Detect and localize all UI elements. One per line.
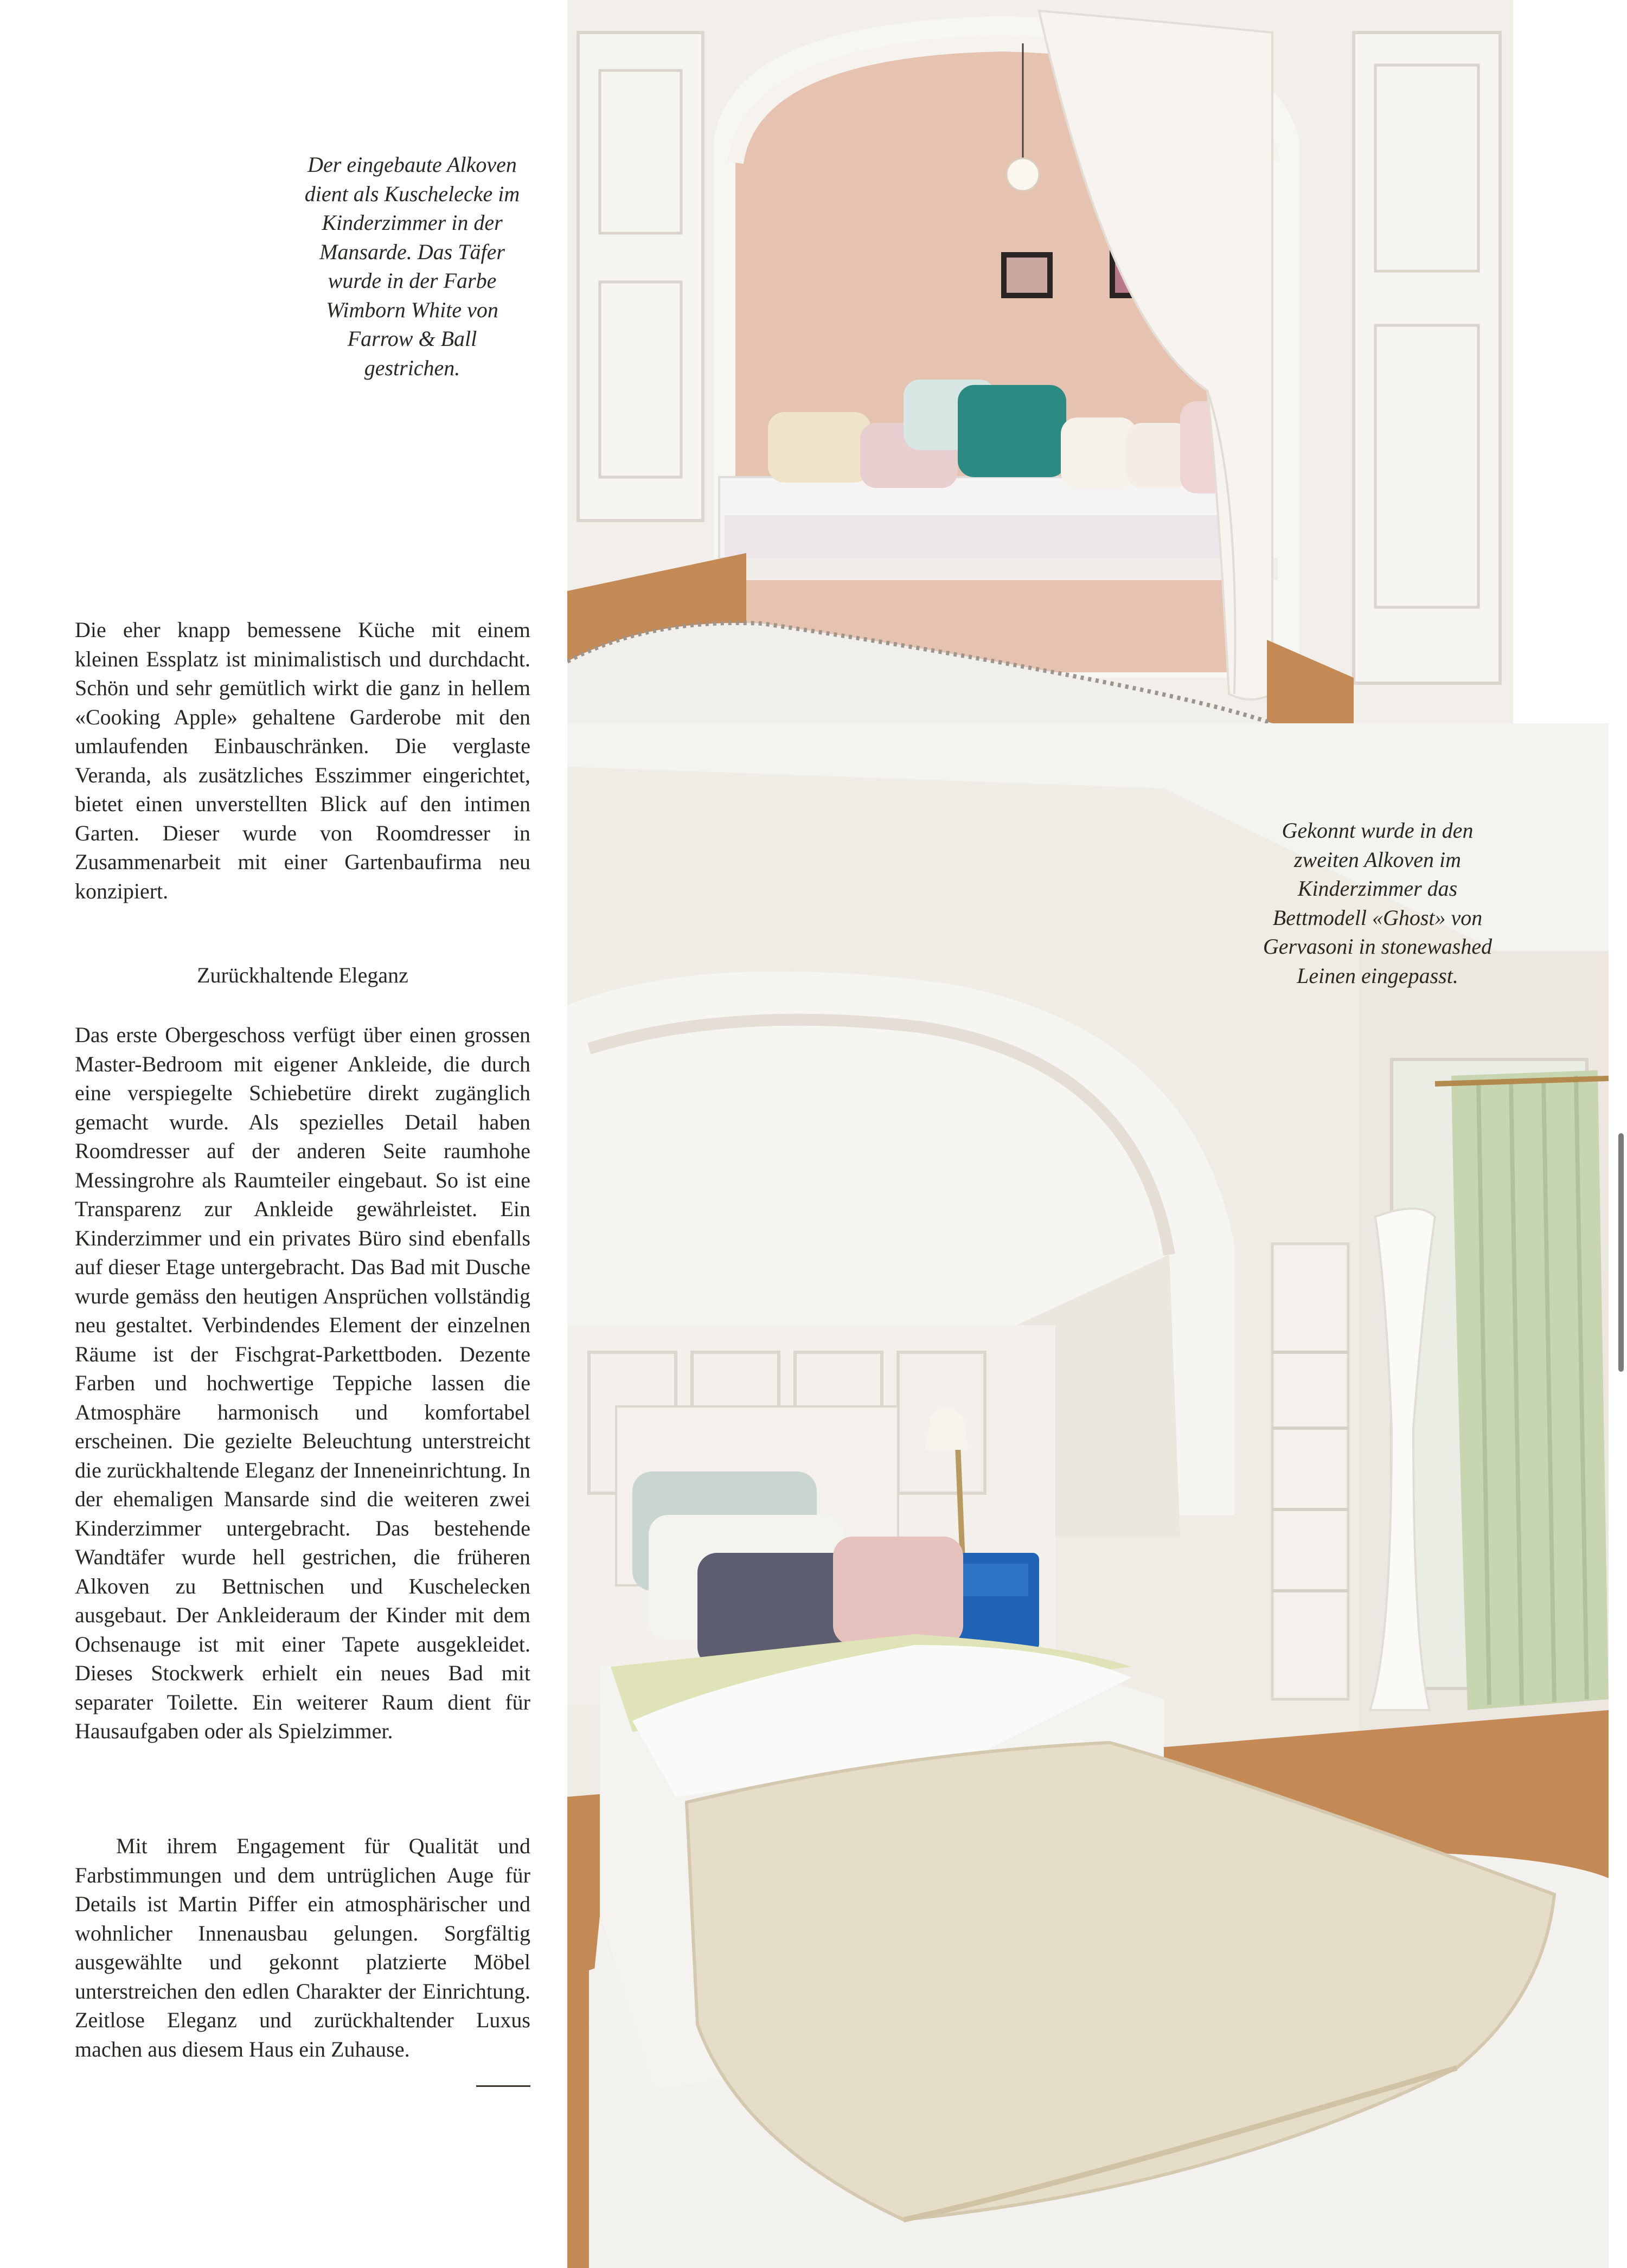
caption-line: Mansarde. Das Täfer xyxy=(319,239,505,264)
caption-alcove xyxy=(260,150,564,382)
article-paragraph xyxy=(75,1832,530,2064)
caption-line: Gekonnt wurde in den xyxy=(1282,818,1474,843)
caption-line: Leinen eingepasst. xyxy=(1297,963,1458,988)
caption-line: Kinderzimmer in der xyxy=(322,210,503,235)
article-paragraph xyxy=(75,615,530,905)
caption-bedroom xyxy=(1237,816,1519,990)
caption-line: Kinderzimmer das xyxy=(1297,876,1458,901)
caption-line: Farrow & Ball xyxy=(347,326,477,351)
caption-line: wurde in der Farbe xyxy=(328,268,497,293)
caption-line: gestrichen. xyxy=(364,355,460,380)
section-heading: Zurückhaltende Eleganz xyxy=(197,963,408,987)
caption-line: Der eingebaute Alkoven xyxy=(308,152,517,177)
paragraph-text: Das erste Obergeschoss verfügt über einen grossen Master-Bedroom mit eigener Ankleide, die durch eine verspiegelte Schiebetüre direkt zugänglich gemacht wurde. Als spezielles Detail haben Roomdresser auf der anderen Seite raumhohe Messingrohre als Raumteiler eingebaut. So ist eine Transparenz zur Ankleide gewährleistet. Ein Kinderzimmer und ein privates Büro sind ebenfalls auf dieser Etage untergebracht. Das Bad mit Dusche wurde gemäss den heutigen Ansprüchen vollständig neu gestaltet. Verbindendes Element der einzelnen Räume ist der Fischgrat-Parkettboden. Dezente Farben und hochwertige Teppiche lassen die Atmosphäre harmonisch und komfortabel erscheinen. Die gezielte Beleuchtung unterstreicht die zurückhaltende Eleganz der Inneneinrichtung. In der ehemaligen Mansarde sind die weiteren zwei Kinderzimmer untergebracht. Das bestehende Wandtäfer wurde hell gestrichen, die früheren Alkoven zu Bettnischen und Kuschelecken ausgebaut. Der Ankleideraum der Kinder mit dem Ochsenauge ist mit einer Tapete ausgekleidet. Dieses Stockwerk erhielt ein neues Bad mit separater Toilette. Ein weiterer Raum dient für Hausaufgaben oder als Spielzimmer. xyxy=(75,1023,530,1743)
alcove-illustration xyxy=(567,0,1513,723)
caption-line: zweiten Alkoven im xyxy=(1293,847,1462,872)
caption-line: Gervasoni in stonewashed xyxy=(1263,934,1493,959)
paragraph-text: Mit ihrem Engagement für Qualität und Farbstimmungen und dem untrüglichen Auge für Details ist Martin Piffer ein atmosphärischer und wohnlicher Innenausbau gelungen. Sorgfältig ausgewählte und gekonnt platzierte Möbel unterstreichen den edlen Charakter der Einrichtung. Zeitlose Eleganz und zurückhaltender Luxus machen aus diesem Haus ein Zuhause. xyxy=(75,1834,530,2061)
end-of-article-rule xyxy=(476,2085,530,2087)
photo-alcove-cuddle-corner xyxy=(567,0,1513,723)
caption-line: Bettmodell «Ghost» von xyxy=(1272,905,1483,930)
paragraph-text: Die eher knapp bemessene Küche mit einem kleinen Essplatz ist minimalistisch und durchdacht. Schön und sehr gemütlich wirkt die ganz in hellem «Cooking Apple» gehaltene Garderobe mit den umlaufenden Einbauschränken. Die verglaste Veranda, als zusätzliches Esszimmer eingerichtet, bietet einen unverstellten Blick auf den intimen Garten. Dieser wurde von Roomdresser in Zusammenarbeit mit einer Gartenbaufirma neu konzipiert. xyxy=(75,618,530,903)
article-paragraph xyxy=(75,1020,530,1746)
caption-line: Wimborn White von xyxy=(326,297,498,322)
caption-line: dient als Kuschelecke im xyxy=(304,181,520,206)
scrollbar-thumb[interactable] xyxy=(1618,1133,1624,1372)
